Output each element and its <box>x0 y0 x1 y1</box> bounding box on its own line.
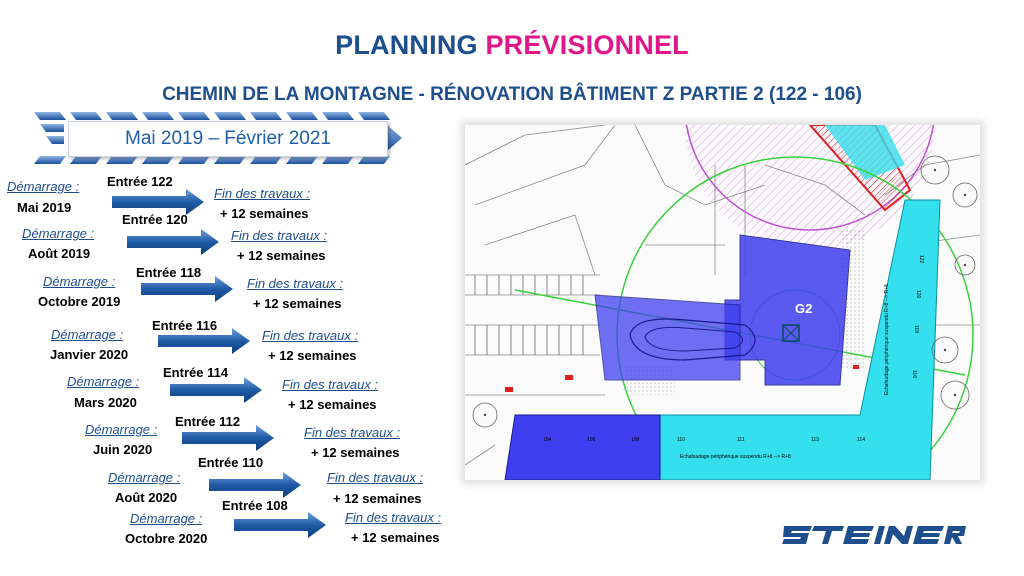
crane-label: G2 <box>795 301 813 316</box>
start-date: Octobre 2019 <box>38 294 121 309</box>
start-label: Démarrage : <box>108 470 181 485</box>
entry-label: Entrée 108 <box>222 498 288 513</box>
end-label: Fin des travaux : <box>345 510 442 525</box>
steiner-logo <box>782 522 966 548</box>
entry-label: Entrée 118 <box>136 265 202 280</box>
end-label: Fin des travaux : <box>247 276 344 291</box>
end-label: Fin des travaux : <box>231 228 328 243</box>
scaffold-note-bottom: Echafaudage périphérique suspendu R+8 --> R+8 <box>680 454 791 460</box>
start-date: Octobre 2020 <box>125 531 208 546</box>
entry-label: Entrée 116 <box>152 318 218 333</box>
title-part-previsionnel: PRÉVISIONNEL <box>485 30 689 60</box>
duration-label: + 12 semaines <box>268 348 357 363</box>
duration-label: + 12 semaines <box>220 206 309 221</box>
end-label: Fin des travaux : <box>214 186 311 201</box>
end-label: Fin des travaux : <box>304 425 401 440</box>
start-label: Démarrage : <box>22 226 95 241</box>
end-label: Fin des travaux : <box>262 328 359 343</box>
scaffold-note-right: Echafaudage périphérique suspendu R+8 --> R+8 <box>884 284 890 395</box>
duration-label: + 12 semaines <box>351 530 440 545</box>
unit-number: 122 <box>918 255 924 264</box>
title-part-planning: PLANNING <box>335 30 478 60</box>
unit-number: 104 <box>543 437 552 443</box>
arrow-icon <box>234 512 326 538</box>
entry-label: Entrée 110 <box>198 455 264 470</box>
duration-label: + 12 semaines <box>237 248 326 263</box>
arrow-icon <box>127 229 219 255</box>
start-label: Démarrage : <box>7 179 80 194</box>
duration-label: + 12 semaines <box>253 296 342 311</box>
duration-label: + 12 semaines <box>288 397 377 412</box>
start-date: Mai 2019 <box>17 200 72 215</box>
period-label: Mai 2019 – Février 2021 <box>68 121 388 157</box>
steiner-logo-mark <box>782 522 966 548</box>
arrow-icon <box>182 425 274 451</box>
site-plan <box>465 125 980 480</box>
start-date: Mars 2020 <box>74 395 137 410</box>
unit-number: 113 <box>811 437 819 443</box>
start-date: Août 2020 <box>115 490 178 505</box>
start-label: Démarrage : <box>85 422 158 437</box>
entry-label: Entrée 112 <box>175 414 241 429</box>
start-label: Démarrage : <box>43 274 116 289</box>
entry-label: Entrée 114 <box>163 365 229 380</box>
unit-number: 120 <box>915 290 921 299</box>
site-plan-drawing <box>465 125 980 480</box>
page-title <box>0 30 1024 61</box>
arrow-icon <box>141 276 233 302</box>
start-date: Juin 2020 <box>93 442 153 457</box>
duration-label: + 12 semaines <box>311 445 400 460</box>
start-date: Août 2019 <box>28 246 91 261</box>
arrow-icon <box>209 472 301 498</box>
entry-label: Entrée 120 <box>122 212 188 227</box>
unit-number: 116 <box>911 370 917 378</box>
unit-number: 110 <box>677 437 685 443</box>
start-label: Démarrage : <box>130 511 203 526</box>
arrow-icon <box>158 328 250 354</box>
end-label: Fin des travaux : <box>327 470 424 485</box>
unit-number: 118 <box>913 325 919 333</box>
unit-number: 114 <box>857 437 865 443</box>
end-label: Fin des travaux : <box>282 377 379 392</box>
project-subtitle: CHEMIN DE LA MONTAGNE - RÉNOVATION BÂTIMENT Z PARTIE 2 (122 - 106) <box>162 84 862 105</box>
start-date: Janvier 2020 <box>50 347 129 362</box>
arrow-icon <box>170 377 262 403</box>
entry-label: Entrée 122 <box>107 174 173 189</box>
start-label: Démarrage : <box>51 327 124 342</box>
duration-label: + 12 semaines <box>333 491 422 506</box>
unit-number: 111 <box>737 437 745 443</box>
unit-number: 108 <box>631 437 640 443</box>
start-label: Démarrage : <box>67 374 140 389</box>
unit-number: 106 <box>587 437 596 443</box>
